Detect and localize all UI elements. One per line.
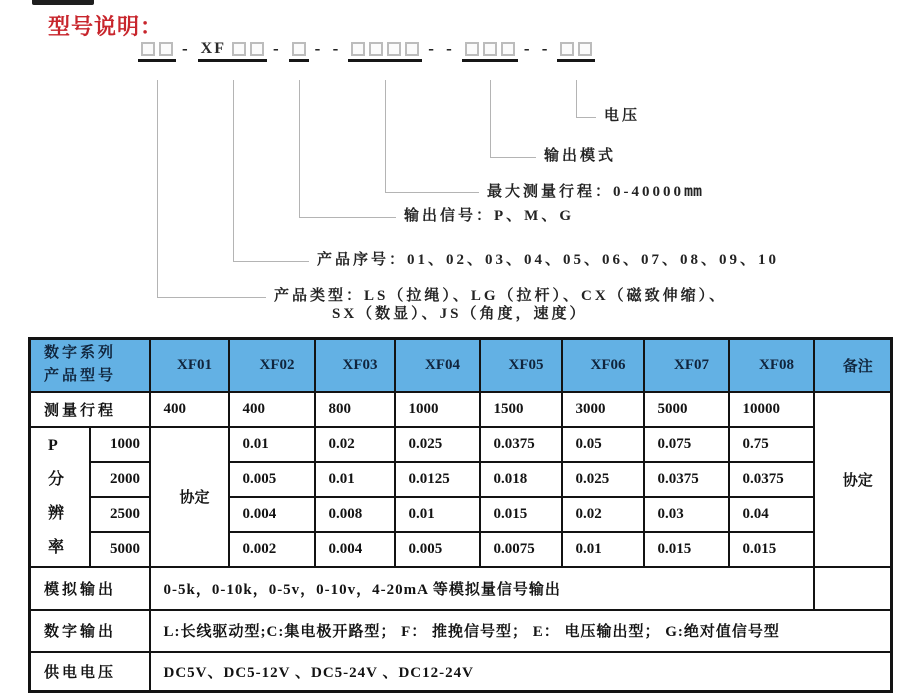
remark-column-header: 备注 <box>814 339 892 392</box>
callout-hline-product-serial <box>233 261 309 262</box>
travel-value-cell: 400 <box>150 392 229 427</box>
xf01-merged-cell: 协定 <box>150 427 229 567</box>
resolution-value-cell: 0.015 <box>729 532 814 567</box>
model-separator: - <box>273 38 283 58</box>
resolution-value-cell: 0.75 <box>729 427 814 462</box>
column-header-xf01: XF01 <box>150 339 229 392</box>
resolution-axis-label <box>30 427 90 567</box>
model-digit-box <box>560 42 574 56</box>
table-header-row <box>30 339 892 392</box>
model-digit-box <box>351 42 365 56</box>
resolution-value-cell: 0.0375 <box>729 462 814 497</box>
model-separator: - - <box>314 38 343 58</box>
resolution-value-cell: 0.01 <box>395 497 480 532</box>
model-digit-box <box>483 42 497 56</box>
callout-vline-product-type <box>157 80 158 297</box>
resolution-value-cell: 0.01 <box>229 427 315 462</box>
model-code-group <box>198 42 267 62</box>
model-digit-box <box>141 42 155 56</box>
callout-label-line2: SX（数显）、JS（角度，速度） <box>332 306 588 322</box>
resolution-sub-cell: 2000 <box>90 462 150 497</box>
resolution-value-cell: 0.005 <box>229 462 315 497</box>
analog-output-row-label: 模拟输出 <box>30 567 150 610</box>
callout-vline-output-mode <box>490 80 491 157</box>
callout-vline-product-serial <box>233 80 234 261</box>
corner-header <box>30 339 150 392</box>
callout-label-output-mode: 输出模式 <box>544 148 617 164</box>
resolution-value-cell: 0.03 <box>644 497 729 532</box>
resolution-value-cell: 0.04 <box>729 497 814 532</box>
page-title: 型号说明： <box>48 14 164 39</box>
resolution-value-cell: 0.025 <box>395 427 480 462</box>
resolution-value-cell: 0.018 <box>480 462 562 497</box>
resolution-value-cell: 0.0125 <box>395 462 480 497</box>
travel-value-cell: 400 <box>229 392 315 427</box>
model-digit-box <box>232 42 246 56</box>
travel-value-cell: 5000 <box>644 392 729 427</box>
resolution-axis-char: P <box>48 436 58 454</box>
supply-voltage-row <box>30 652 892 692</box>
resolution-value-cell: 0.002 <box>229 532 315 567</box>
resolution-row-1000 <box>30 427 892 462</box>
callout-label-voltage: 电压 <box>604 108 641 124</box>
analog-output-row-text: 0-5k，0-10k，0-5v，0-10v，4-20mA 等模拟量信号输出 <box>150 567 814 610</box>
digital-output-row <box>30 610 892 652</box>
resolution-value-cell: 0.01 <box>315 462 395 497</box>
digital-output-row-label: 数字输出 <box>30 610 150 652</box>
analog-output-row-remark-cell <box>814 567 892 610</box>
model-code-group <box>557 42 595 62</box>
travel-row <box>30 392 892 427</box>
resolution-axis-char: 辨 <box>48 504 65 522</box>
callout-label-max-travel: 最大测量行程：0-40000mm <box>487 182 703 200</box>
model-code-group <box>289 42 309 62</box>
column-header-xf06: XF06 <box>562 339 644 392</box>
callout-hline-max-travel <box>385 192 479 193</box>
resolution-value-cell: 0.008 <box>315 497 395 532</box>
resolution-value-cell: 0.0375 <box>480 427 562 462</box>
model-code-group <box>462 42 518 62</box>
travel-value-cell: 1500 <box>480 392 562 427</box>
callout-hline-product-type <box>157 297 266 298</box>
spec-table <box>28 337 893 693</box>
model-digit-box <box>159 42 173 56</box>
resolution-value-cell: 0.015 <box>480 497 562 532</box>
resolution-value-cell: 0.02 <box>562 497 644 532</box>
resolution-axis-char: 分 <box>48 470 65 488</box>
model-separator: - - <box>523 38 552 58</box>
travel-value-cell: 800 <box>315 392 395 427</box>
resolution-value-cell: 0.005 <box>395 532 480 567</box>
callout-label-output-signal: 输出信号：P、M、G <box>404 208 574 224</box>
column-header-xf03: XF03 <box>315 339 395 392</box>
model-digit-box <box>578 42 592 56</box>
column-header-xf05: XF05 <box>480 339 562 392</box>
model-digit-box <box>405 42 419 56</box>
resolution-axis-char: 率 <box>48 538 65 556</box>
callout-vline-voltage <box>576 80 577 117</box>
column-header-xf02: XF02 <box>229 339 315 392</box>
model-code <box>138 38 595 66</box>
resolution-value-cell: 0.075 <box>644 427 729 462</box>
model-digit-box <box>387 42 401 56</box>
resolution-value-cell: 0.05 <box>562 427 644 462</box>
resolution-sub-cell: 5000 <box>90 532 150 567</box>
resolution-value-cell: 0.025 <box>562 462 644 497</box>
callout-hline-output-signal <box>299 217 396 218</box>
model-digit-box <box>250 42 264 56</box>
travel-row-label: 测量行程 <box>30 392 150 427</box>
travel-value-cell: 1000 <box>395 392 480 427</box>
model-code-group <box>348 42 422 62</box>
resolution-sub-cell: 2500 <box>90 497 150 532</box>
callout-hline-output-mode <box>490 157 536 158</box>
resolution-value-cell: 0.0075 <box>480 532 562 567</box>
resolution-sub-cell: 1000 <box>90 427 150 462</box>
scan-artifact <box>32 0 94 5</box>
travel-value-cell: 10000 <box>729 392 814 427</box>
model-digit-box <box>292 42 306 56</box>
callout-vline-output-signal <box>299 80 300 217</box>
unit-mm: mm <box>684 182 703 200</box>
analog-output-row <box>30 567 892 610</box>
resolution-value-cell: 0.015 <box>644 532 729 567</box>
resolution-value-cell: 0.02 <box>315 427 395 462</box>
callout-label-product-type: 产品类型：LS（拉绳）、LG（拉杆）、CX（磁致伸缩）、 SX（数显）、JS（角度，速度） <box>274 288 728 322</box>
callout-vline-max-travel <box>385 80 386 192</box>
model-digit-box <box>369 42 383 56</box>
model-separator: - <box>182 38 192 58</box>
column-header-xf04: XF04 <box>395 339 480 392</box>
column-header-xf07: XF07 <box>644 339 729 392</box>
resolution-value-cell: 0.0375 <box>644 462 729 497</box>
resolution-value-cell: 0.004 <box>229 497 315 532</box>
remark-merged-cell: 协定 <box>814 392 892 567</box>
supply-voltage-row-text: DC5V、DC5-12V 、DC5-24V 、DC12-24V <box>150 652 892 692</box>
column-header-xf08: XF08 <box>729 339 814 392</box>
model-separator: - - <box>428 38 456 58</box>
corner-header-line1: 数字系列 <box>44 345 117 362</box>
supply-voltage-row-label: 供电电压 <box>30 652 150 692</box>
resolution-value-cell: 0.01 <box>562 532 644 567</box>
callout-label-product-serial: 产品序号：01、02、03、04、05、06、07、08、09、10 <box>317 252 780 268</box>
travel-value-cell: 3000 <box>562 392 644 427</box>
callout-hline-voltage <box>576 117 596 118</box>
digital-output-row-text: L:长线驱动型;C:集电极开路型； F： 推挽信号型； E： 电压输出型； G:绝对值信号型 <box>150 610 892 652</box>
model-digit-box <box>465 42 479 56</box>
model-code-prefix: XF <box>200 40 226 57</box>
corner-header-line2: 产品型号 <box>44 368 117 385</box>
model-code-group <box>138 42 176 62</box>
resolution-value-cell: 0.004 <box>315 532 395 567</box>
model-digit-box <box>501 42 515 56</box>
